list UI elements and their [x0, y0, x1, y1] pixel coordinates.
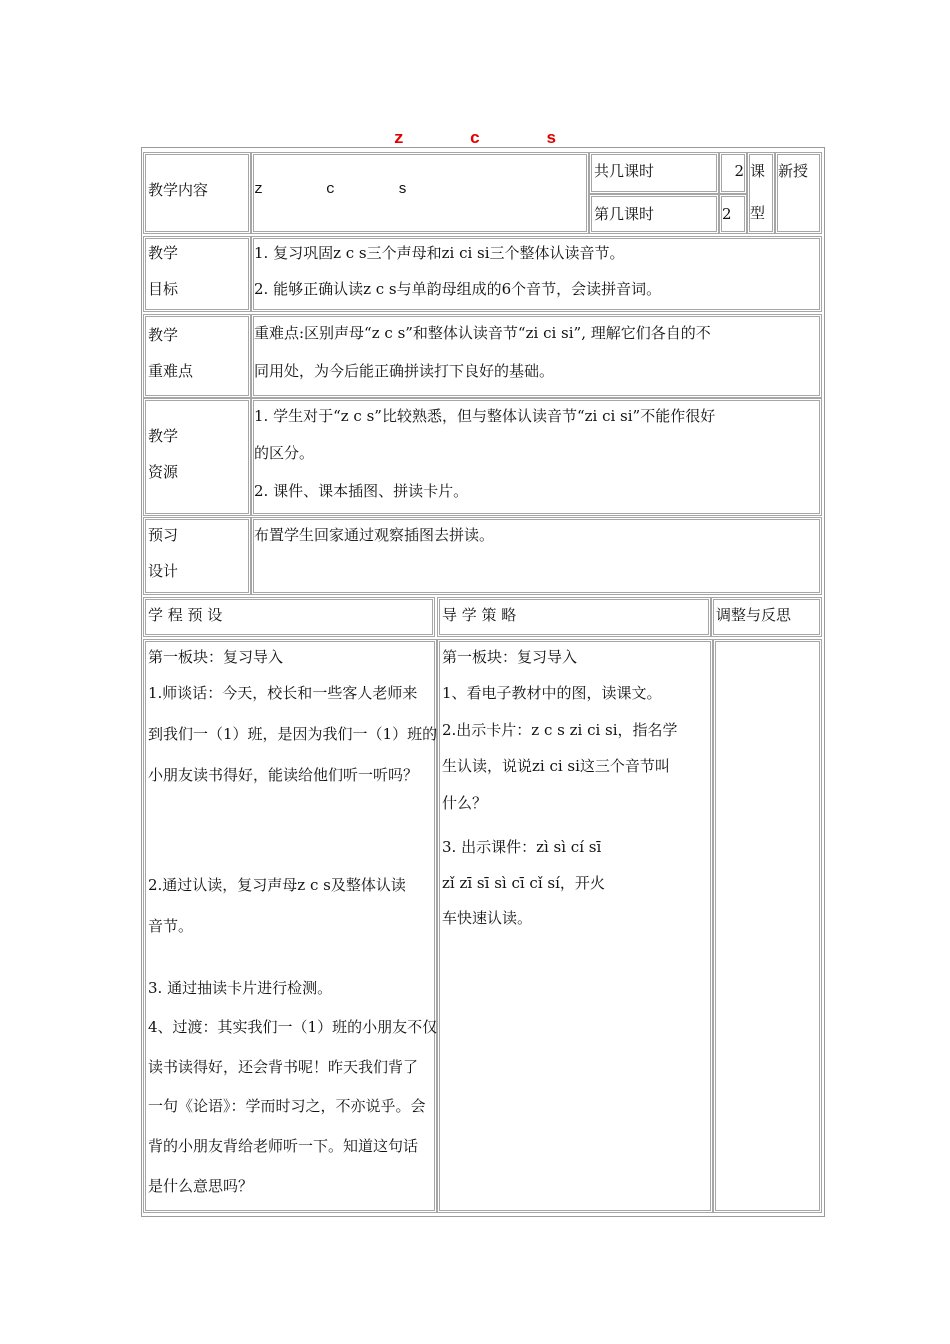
cell-difficulty-label: 教学 重难点: [143, 314, 251, 398]
col1-line: 第一板块：复习导入: [148, 648, 284, 666]
col2-line: 车快速认读。: [442, 909, 533, 927]
col1-line: 音节。: [148, 917, 194, 935]
cell-total-label: 共几课时: [589, 152, 719, 194]
col1-line: 1.师谈话：今天，校长和一些客人老师来: [148, 684, 418, 702]
col3-header: 调整与反思: [711, 597, 822, 637]
cell-preview-label: 预习 设计: [143, 517, 251, 595]
difficulty-line-1: 重难点:区别声母“z c s”和整体认读音节“zi ci si”, 理解它们各自的不: [254, 324, 711, 342]
col1-line: 是什么意思吗？: [148, 1177, 254, 1195]
col1-header: 学 程 预 设: [143, 597, 435, 637]
col2-line: 1、看电子教材中的图，读课文。: [442, 684, 662, 702]
title-c: c: [469, 130, 481, 149]
col2-line: 第一板块：复习导入: [442, 648, 578, 666]
resources-line-3: 2. 课件、课本插图、拼读卡片。: [254, 482, 469, 500]
col3-body: [713, 639, 822, 1213]
title-z: z: [393, 130, 404, 149]
col1-line: 2.通过认读，复习声母z c s及整体认读: [148, 876, 406, 894]
cell-type-value: 新授: [775, 152, 822, 234]
cell-goals-content: [251, 236, 822, 312]
col1-line: 一句《论语》：学而时习之，不亦说乎。会: [148, 1097, 426, 1115]
cell-resources-label: 教学 资源: [143, 398, 251, 516]
resources-line-1: 1. 学生对于“z c s”比较熟悉，但与整体认读音节“zi ci si”不能作很好: [254, 407, 716, 425]
cell-total-value: 2: [719, 152, 747, 194]
resources-line-2: 的区分。: [254, 444, 315, 462]
cell-goals-label: 教学 目标: [143, 236, 251, 312]
cell-content-value: z c s: [251, 152, 589, 234]
cell-difficulty-content: [251, 314, 822, 398]
col1-line: 3. 通过抽读卡片进行检测。: [148, 979, 333, 997]
cell-nth-label: 第几课时: [589, 194, 719, 234]
col1-line: 4、过渡：其实我们一（1）班的小朋友不仅: [148, 1018, 438, 1036]
col1-line: 读书读得好，还会背书呢！昨天我们背了: [148, 1058, 419, 1076]
col2-header: 导 学 策 略: [437, 597, 711, 637]
col2-line: 生认读，说说zi ci si这三个音节叫: [442, 757, 670, 775]
col2-line: 3. 出示课件：zì sì cí sī: [442, 838, 602, 856]
col1-line: 小朋友读书得好，能读给他们听一听吗？: [148, 766, 419, 784]
col2-line: 2.出示卡片：z c s zi ci si，指名学: [442, 721, 678, 739]
goals-line-1: 1. 复习巩固z c s三个声母和zi ci si三个整体认读音节。: [254, 244, 625, 262]
cell-content-label: 教学内容: [143, 152, 251, 234]
difficulty-line-2: 同用处，为今后能正确拼读打下良好的基础。: [254, 362, 555, 380]
goals-line-2: 2. 能够正确认读z c s与单韵母组成的6个音节，会读拼音词。: [254, 280, 662, 298]
cell-resources-content: [251, 398, 822, 516]
col1-line: 到我们一（1）班，是因为我们一（1）班的: [148, 725, 438, 743]
col1-line: 背的小朋友背给老师听一下。知道这句话: [148, 1137, 419, 1155]
col2-body: [437, 639, 713, 1213]
col2-line: 什么？: [442, 794, 488, 812]
title-s: s: [546, 130, 557, 149]
preview-text: 布置学生回家通过观察插图去拼读。: [254, 526, 495, 544]
cell-preview-content: [251, 517, 822, 595]
col2-line: zǐ zī sī sì cī cǐ sí，开火: [442, 874, 605, 892]
col1-body: [143, 639, 437, 1213]
cell-type-label: 课 型: [747, 152, 775, 234]
cell-nth-value: 2: [719, 194, 747, 234]
